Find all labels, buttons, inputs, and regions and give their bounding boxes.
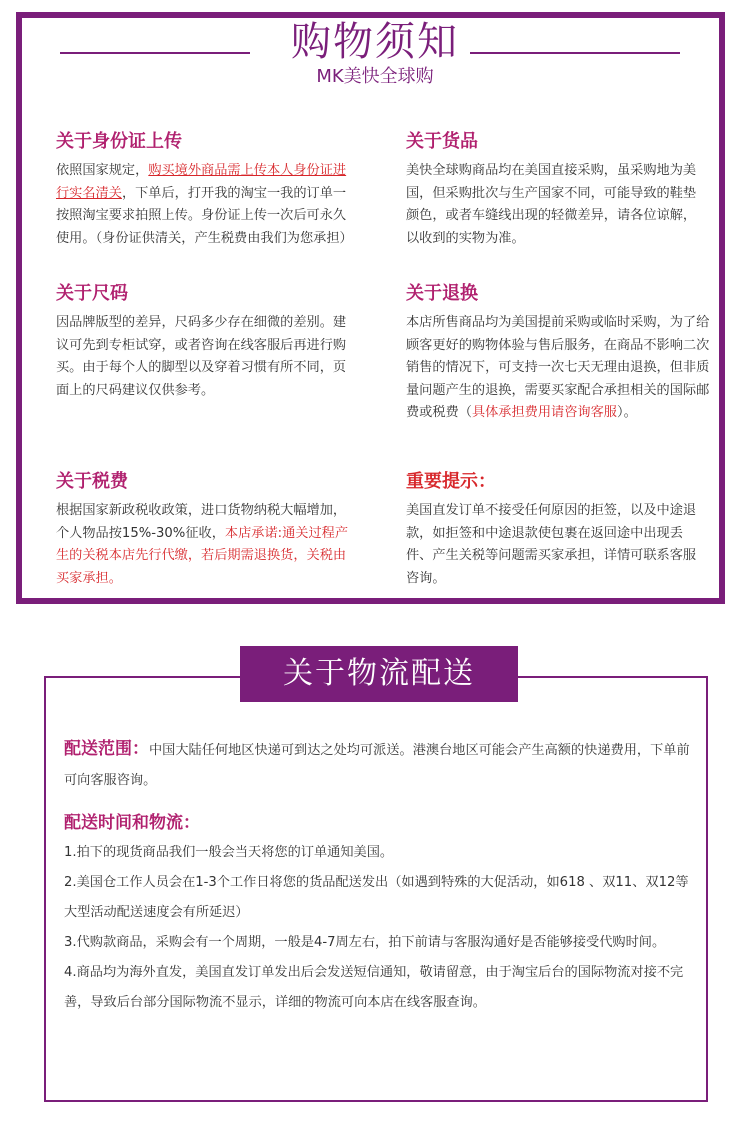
section-heading: 关于身份证上传	[56, 131, 182, 152]
section-body: 美国直发订单不接受任何原因的拒签，以及中途退款，如拒签和中途退款使包裹在返回途中出现丢件、产生关税等问题需买家承担，详情可联系客服咨询。	[406, 503, 697, 586]
body-text: ，下单后，打开我的淘宝一我的订单一按照淘宝要求拍照上传。身份证上传一次后可永久使用。（身份证供清关，产生税费由我们为您承担）	[56, 185, 353, 246]
section-tax	[56, 470, 356, 590]
title-block	[0, 18, 750, 88]
section-body	[56, 160, 353, 250]
range-text: 中国大陆任何地区快递可到达之处均可派送。港澳台地区可能会产生高额的快递费用，下单前可向客服咨询。	[64, 743, 690, 788]
page-subtitle: MK美快全球购	[316, 66, 434, 87]
shipping-range	[64, 734, 694, 796]
section-goods	[406, 130, 706, 250]
section-id-card	[56, 130, 353, 250]
page-title: 购物须知	[291, 19, 459, 65]
list-item: 3.代购款商品，采购会有一个周期，一般是4-7周左右，拍下前请与客服沟通好是否能够接受代购时间。	[64, 935, 666, 950]
highlight-text: 本店承诺:通关过程产生的关税本店先行代缴，若后期需退换货，关税由买家承担。	[56, 525, 349, 586]
section-size	[56, 282, 348, 402]
body-text: 根据国家新政税收政策，进口货物纳税大幅增加，个人物品按15%-30%征收，	[56, 503, 347, 541]
list-item: 2.美国仓工作人员会在1-3个工作日将您的货品配送发出（如遇到特殊的大促活动，如618 、双11、双12等大型活动配送速度会有所延迟）	[64, 875, 689, 920]
highlight-text: 购买境外商品需上传本人身份证进行实名清关	[56, 163, 347, 201]
list-item: 1.拍下的现货商品我们一般会当天将您的订单通知美国。	[64, 845, 394, 860]
time-heading: 配送时间和物流：	[64, 813, 200, 833]
section-heading: 关于尺码	[56, 283, 128, 304]
section-heading: 关于货品	[406, 131, 478, 152]
shipping-banner: 关于物流配送	[240, 646, 518, 702]
section-heading: 关于税费	[56, 471, 128, 492]
section-notice	[406, 470, 702, 590]
section-body: 美快全球购商品均在美国直接采购，虽采购地为美国，但采购批次与生产国家不同，可能导致的鞋垫颜色，或者车缝线出现的轻微差异，请各位谅解，以收到的实物为准。	[406, 163, 697, 246]
body-text: 依照国家规定，	[56, 163, 149, 178]
section-heading: 关于退换	[406, 283, 478, 304]
section-body	[56, 500, 356, 590]
section-heading: 重要提示：	[406, 471, 496, 492]
list-item: 4.商品均为海外直发，美国直发订单发出后会发送短信通知，敬请留意，由于淘宝后台的国际物流对接不完善，导致后台部分国际物流不显示，详细的物流可向本店在线客服查询。	[64, 965, 684, 1010]
section-returns	[406, 282, 714, 425]
section-body: 因品牌版型的差异，尺码多少存在细微的差别。建议可先到专柜试穿，或者咨询在线客服后再进行购买。由于每个人的脚型以及穿着习惯有所不同，页面上的尺码建议仅供参考。	[56, 315, 347, 398]
body-text: ）。	[617, 405, 637, 420]
body-text: 本店所售商品均为美国提前采购或临时采购，为了给顾客更好的购物体验与售后服务，在商品不影响二次销售的情况下，可支持一次七天无理由退换，但非质量问题产生的退换，需要买家配合承担相关的国际邮费或税费（	[406, 315, 710, 420]
highlight-text: 具体承担费用请咨询客服	[471, 405, 617, 420]
range-label: 配送范围：	[64, 739, 149, 759]
shipping-time	[64, 808, 694, 1018]
section-body	[406, 312, 714, 425]
